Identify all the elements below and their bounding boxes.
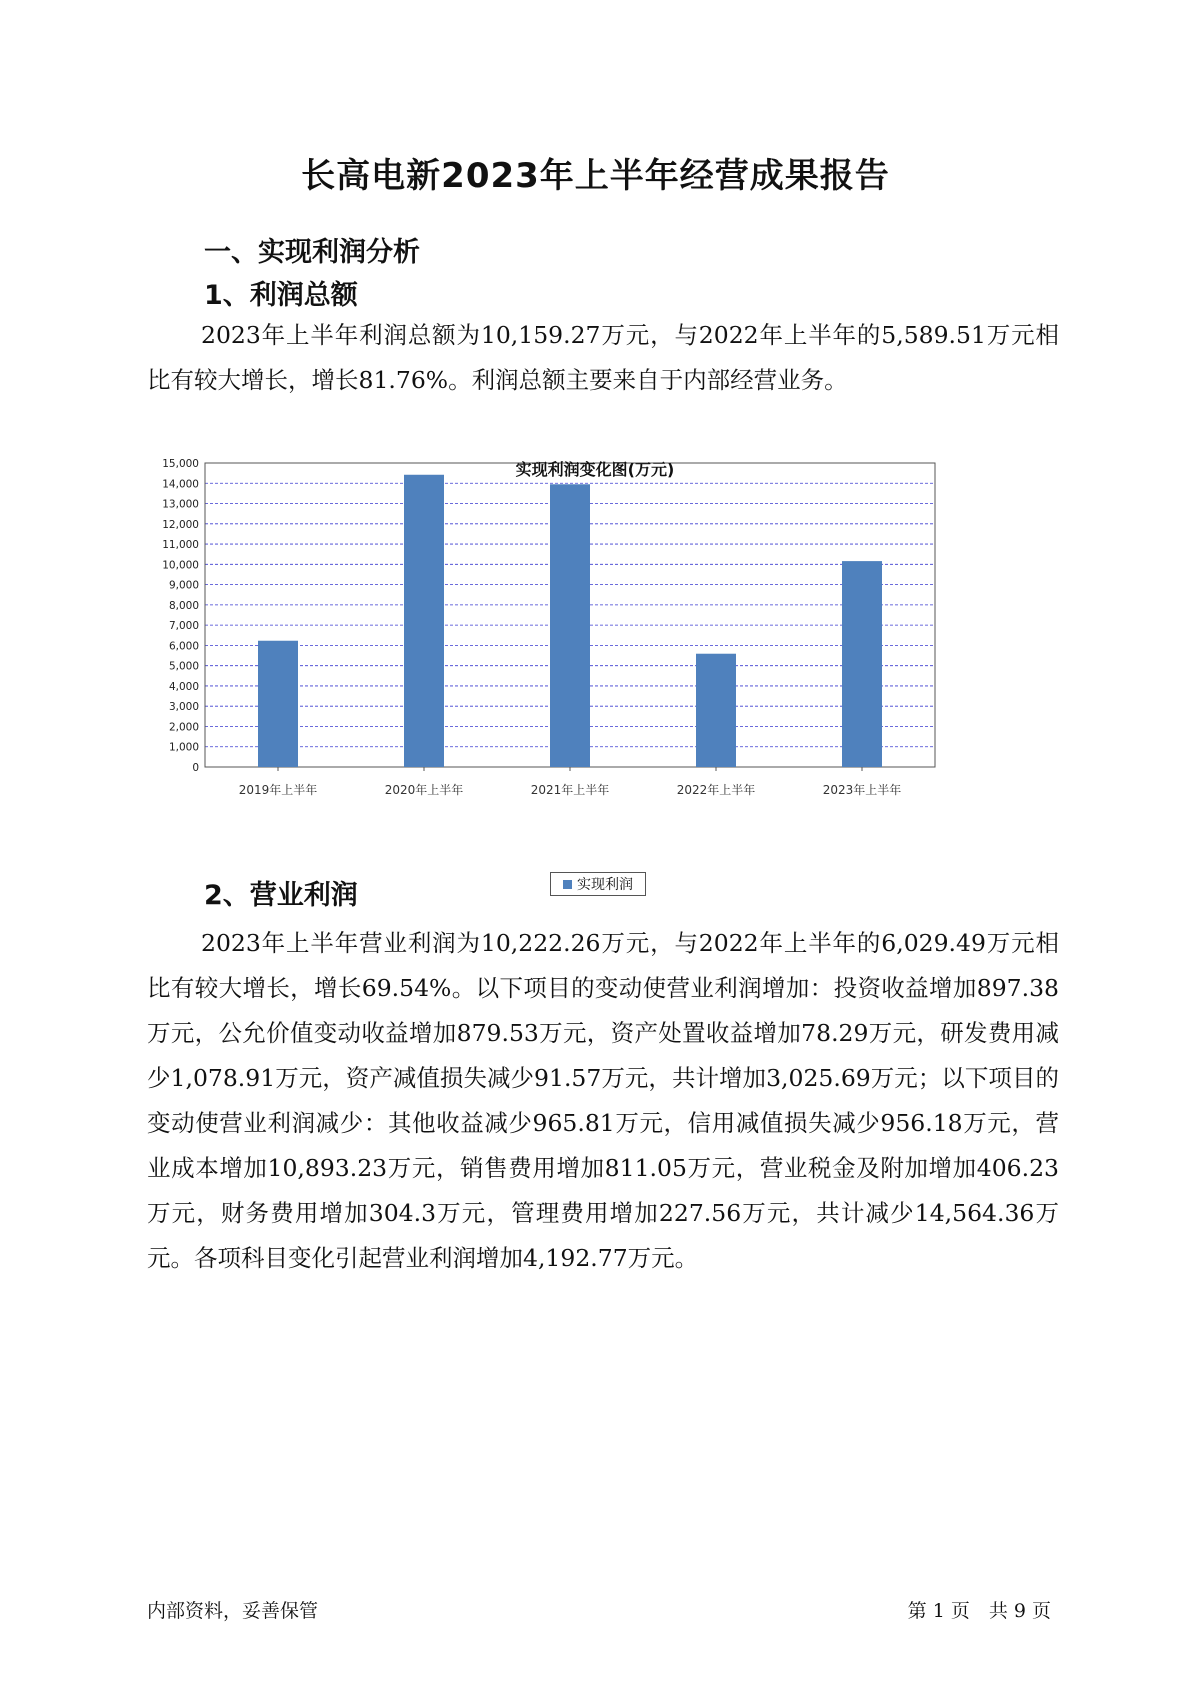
x-tick-label: 2022年上半年 xyxy=(676,783,756,797)
bar-5 xyxy=(842,561,882,767)
y-tick-label: 4,000 xyxy=(168,680,199,693)
y-tick-label: 9,000 xyxy=(168,579,199,592)
subheading-operating-profit: 2、营业利润 xyxy=(204,880,358,911)
footer-confidential-note: 内部资料，妥善保管 xyxy=(147,1600,319,1622)
y-tick-label: 5,000 xyxy=(168,660,199,673)
footer-page-number: 第 1 页 共 9 页 xyxy=(907,1600,1051,1622)
y-tick-label: 12,000 xyxy=(162,518,199,531)
y-tick-label: 7,000 xyxy=(168,620,199,633)
legend-label: 实现利润 xyxy=(577,877,633,893)
total-profit-paragraph: 2023年上半年利润总额为10,159.27万元，与2022年上半年的5,589.51万元相比有较大增长，增长81.76%。利润总额主要来自于内部经营业务。 xyxy=(147,321,1059,394)
profit-bar-chart xyxy=(155,445,1035,915)
x-tick-label: 2020年上半年 xyxy=(384,783,464,797)
chart-legend xyxy=(550,872,646,896)
operating-profit-paragraph: 2023年上半年营业利润为10,222.26万元，与2022年上半年的6,029.49万元相比有较大增长，增长69.54%。以下项目的变动使营业利润增加：投资收益增加897.38万元，公允价值变动收益增加879.53万元，资产处置收益增加78.29万元，研发费用减少1,078.91万元，资产减值损失减少91.57万元，共计增加3,025.69万元；以下项目的变动使营业利润减少：其他收益减少965.81万元，信用减值损失减少956.18万元，营业成本增加10,893.23万元，销售费用增加811.05万元，营业税金及附加增加406.23万元，财务费用增加304.3万元，管理费用增加227.56万元，共计减少14,564.36万元。各项科目变化引起营业利润增加4,192.77万元。 xyxy=(147,929,1059,1272)
y-tick-label: 2,000 xyxy=(168,721,199,734)
y-tick-label: 14,000 xyxy=(162,478,199,491)
bar-1 xyxy=(258,641,298,767)
chart-title: 实现利润变化图(万元) xyxy=(515,460,675,479)
section-heading-profit-analysis: 一、实现利润分析 xyxy=(204,237,420,268)
x-tick-label: 2023年上半年 xyxy=(822,783,902,797)
report-title: 长高电新2023年上半年经营成果报告 xyxy=(301,156,890,196)
subheading-total-profit: 1、利润总额 xyxy=(204,280,358,311)
bar-4 xyxy=(696,654,736,767)
y-tick-label: 8,000 xyxy=(168,599,199,612)
legend-swatch xyxy=(563,880,572,889)
y-tick-label: 10,000 xyxy=(162,559,199,572)
bar-2 xyxy=(404,475,444,767)
y-tick-label: 6,000 xyxy=(168,640,199,653)
bar-3 xyxy=(550,484,590,767)
chart-plot xyxy=(155,445,1035,865)
y-tick-label: 3,000 xyxy=(168,701,199,714)
y-tick-label: 1,000 xyxy=(168,741,199,754)
x-tick-label: 2021年上半年 xyxy=(530,783,610,797)
y-tick-label: 11,000 xyxy=(162,539,199,552)
y-tick-label: 13,000 xyxy=(162,498,199,511)
y-tick-label: 0 xyxy=(192,762,199,774)
y-tick-label: 15,000 xyxy=(162,458,199,470)
x-tick-label: 2019年上半年 xyxy=(238,783,318,797)
